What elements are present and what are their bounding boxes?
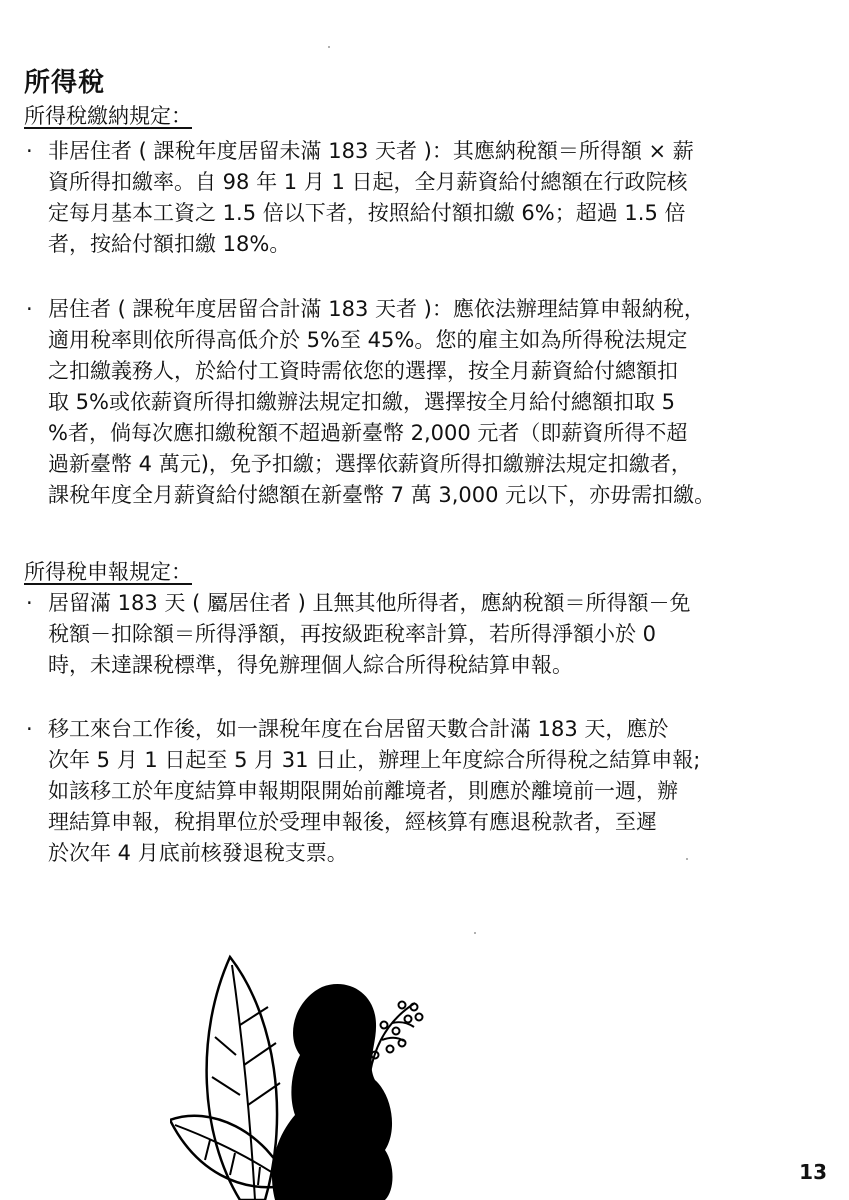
section1-item-1 — [26, 136, 816, 260]
section2-heading: 所得稅申報規定： — [24, 560, 192, 584]
bullet-dot: · — [26, 591, 33, 615]
plant-illustration — [170, 945, 450, 1200]
text-line: 者，按給付額扣繳 18%。 — [48, 232, 291, 256]
flower-bud — [381, 1022, 388, 1029]
page-number: 13 — [799, 1160, 827, 1184]
text-line: 定每月基本工資之 1.5 倍以下者，按照給付額扣繳 6%；超過 1.5 倍 — [48, 201, 686, 225]
page-title: 所得稅 — [24, 68, 106, 98]
text-line: 理結算申報，稅捐單位於受理申報後，經核算有應退稅款者，至遲 — [48, 810, 657, 834]
text-line: 居住者 ( 課稅年度居留合計滿 183 天者 )：應依法辦理結算申報納稅， — [48, 297, 705, 321]
scan-speck — [686, 858, 688, 860]
text-line: 過新臺幣 4 萬元)，免予扣繳；選擇依薪資所得扣繳辦法規定扣繳者， — [48, 452, 692, 476]
scan-speck — [328, 46, 330, 48]
black-leaf — [272, 984, 393, 1200]
text-line: 適用稅率則依所得高低介於 5%至 45%。您的雇主如為所得稅法規定 — [48, 328, 688, 352]
section1-item-2 — [26, 294, 816, 511]
outline-leaf — [207, 957, 277, 1200]
text-line: 取 5%或依薪資所得扣繳辦法規定扣繳，選擇按全月給付總額扣取 5 — [48, 390, 676, 414]
section1-heading: 所得稅繳納規定： — [24, 104, 192, 128]
text-line: 課稅年度全月薪資給付總額在新臺幣 7 萬 3,000 元以下，亦毋需扣繳。 — [48, 483, 716, 507]
flower-bud — [399, 1002, 406, 1009]
scan-speck — [474, 932, 476, 934]
flower-bud — [393, 1028, 400, 1035]
text-line: 非居住者 ( 課稅年度居留未滿 183 天者 )：其應納稅額＝所得額 × 薪 — [48, 139, 694, 163]
text-line: 於次年 4 月底前核發退稅支票。 — [48, 841, 348, 865]
bullet-dot: · — [26, 717, 33, 741]
bullet-dot: · — [26, 139, 33, 163]
flower-bud — [405, 1016, 412, 1023]
text-line: 時，未達課稅標準，得免辦理個人綜合所得稅結算申報。 — [48, 653, 573, 677]
text-line: 移工來台工作後，如一課稅年度在台居留天數合計滿 183 天，應於 — [48, 717, 669, 741]
text-line: 之扣繳義務人，於給付工資時需依您的選擇，按全月薪資給付總額扣 — [48, 359, 678, 383]
text-line: 居留滿 183 天 ( 屬居住者 ) 且無其他所得者，應納稅額＝所得額－免 — [48, 591, 691, 615]
text-line: %者，倘每次應扣繳稅額不超過新臺幣 2,000 元者（即薪資所得不超 — [48, 421, 688, 445]
flower-bud — [416, 1014, 423, 1021]
section2-item-1 — [26, 588, 816, 681]
flower-bud — [387, 1046, 394, 1053]
text-line: 資所得扣繳率。自 98 年 1 月 1 日起，全月薪資給付總額在行政院核 — [48, 170, 688, 194]
bullet-dot: · — [26, 297, 33, 321]
text-line: 稅額－扣除額＝所得淨額，再按級距稅率計算，若所得淨額小於 0 — [48, 622, 657, 646]
text-line: 如該移工於年度結算申報期限開始前離境者，則應於離境前一週，辦 — [48, 779, 678, 803]
leaf-vein — [232, 965, 255, 1200]
text-line: 次年 5 月 1 日起至 5 月 31 日止，辦理上年度綜合所得稅之結算申報; — [48, 748, 701, 772]
section2-item-2 — [26, 714, 816, 869]
